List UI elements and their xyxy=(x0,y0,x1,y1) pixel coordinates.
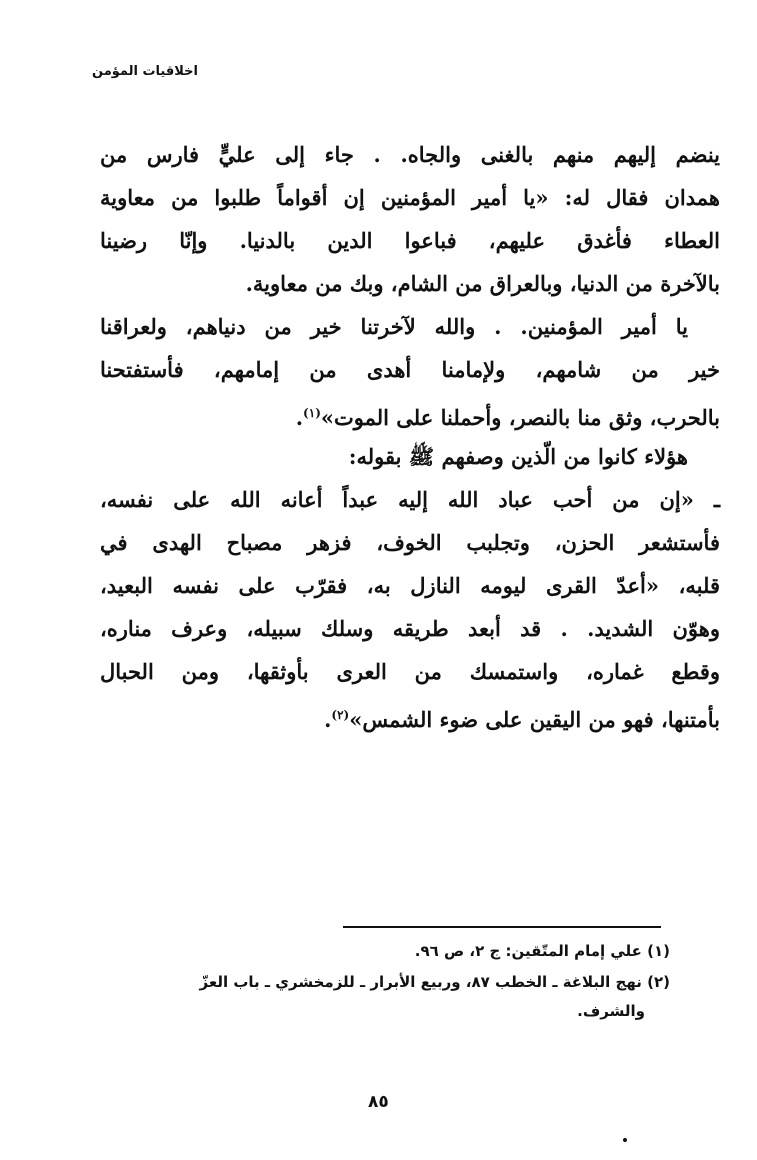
body-line: همدان فقال له: «يا أمير المؤمنين إن أقواماً طلبوا من معاوية xyxy=(100,185,720,210)
period: . xyxy=(324,707,332,732)
footnote-2: (٢) نهج البلاغة ـ الخطب ٨٧، وربيع الأبرار ـ للزمخشري ـ باب العزّ xyxy=(199,973,670,991)
body-line: ينضم إليهم منهم بالغنى والجاه. . جاء إلى عليٍّ فارس من xyxy=(100,142,720,167)
period: . xyxy=(295,405,304,430)
body-line: يا أمير المؤمنين. . والله لآخرتنا خير من دنياهم، ولعراقنا xyxy=(100,314,688,339)
body-line: العطاء فأغدق عليهم، فباعوا الدين بالدنيا. وإنّا رضينا xyxy=(100,228,720,253)
footnote-ref-2: (٢) xyxy=(331,708,350,722)
scan-speck xyxy=(623,1138,627,1142)
footnote-divider xyxy=(343,926,661,928)
page-number: ٨٥ xyxy=(368,1092,389,1112)
running-header: اخلاقيات المؤمن xyxy=(92,64,198,79)
body-line: خير من شامهم، ولإمامنا أهدى من إمامهم، فأستفتحنا xyxy=(100,357,720,382)
footnote-2-cont: والشرف. xyxy=(577,1002,645,1020)
body-line xyxy=(100,700,720,735)
body-line: قلبه، «أعدّ القرى ليومه النازل به، فقرّب على نفسه البعيد، xyxy=(100,573,720,598)
body-line: ـ «إن من أحب عباد الله إليه عبداً أعانه الله على نفسه، xyxy=(100,487,720,512)
body-line: فأستشعر الحزن، وتجلبب الخوف، فزهر مصباح الهدى في xyxy=(100,530,720,555)
quote-text: بالحرب، وثق منا بالنصر، وأحملنا على الموت» xyxy=(320,405,720,430)
body-line: وهوّن الشديد. . قد أبعد طريقه وسلك سبيله، وعرف مناره، xyxy=(100,616,720,641)
footnote-1: (١) علي إمام المتّقين: ج ٢، ص ٩٦. xyxy=(414,942,670,960)
body-line: بالآخرة من الدنيا، وبالعراق من الشام، وبك من معاوية. xyxy=(245,271,720,296)
body-line: وقطع غماره، واستمسك من العرى بأوثقها، ومن الحبال xyxy=(100,659,720,684)
body-line: هؤلاء كانوا من الّذين وصفهم ﷺ بقوله: xyxy=(348,444,688,469)
footnote-ref-1: (١) xyxy=(303,406,321,420)
quote-text: بأمتنها، فهو من اليقين على ضوء الشمس» xyxy=(349,707,720,732)
body-line xyxy=(100,398,720,433)
